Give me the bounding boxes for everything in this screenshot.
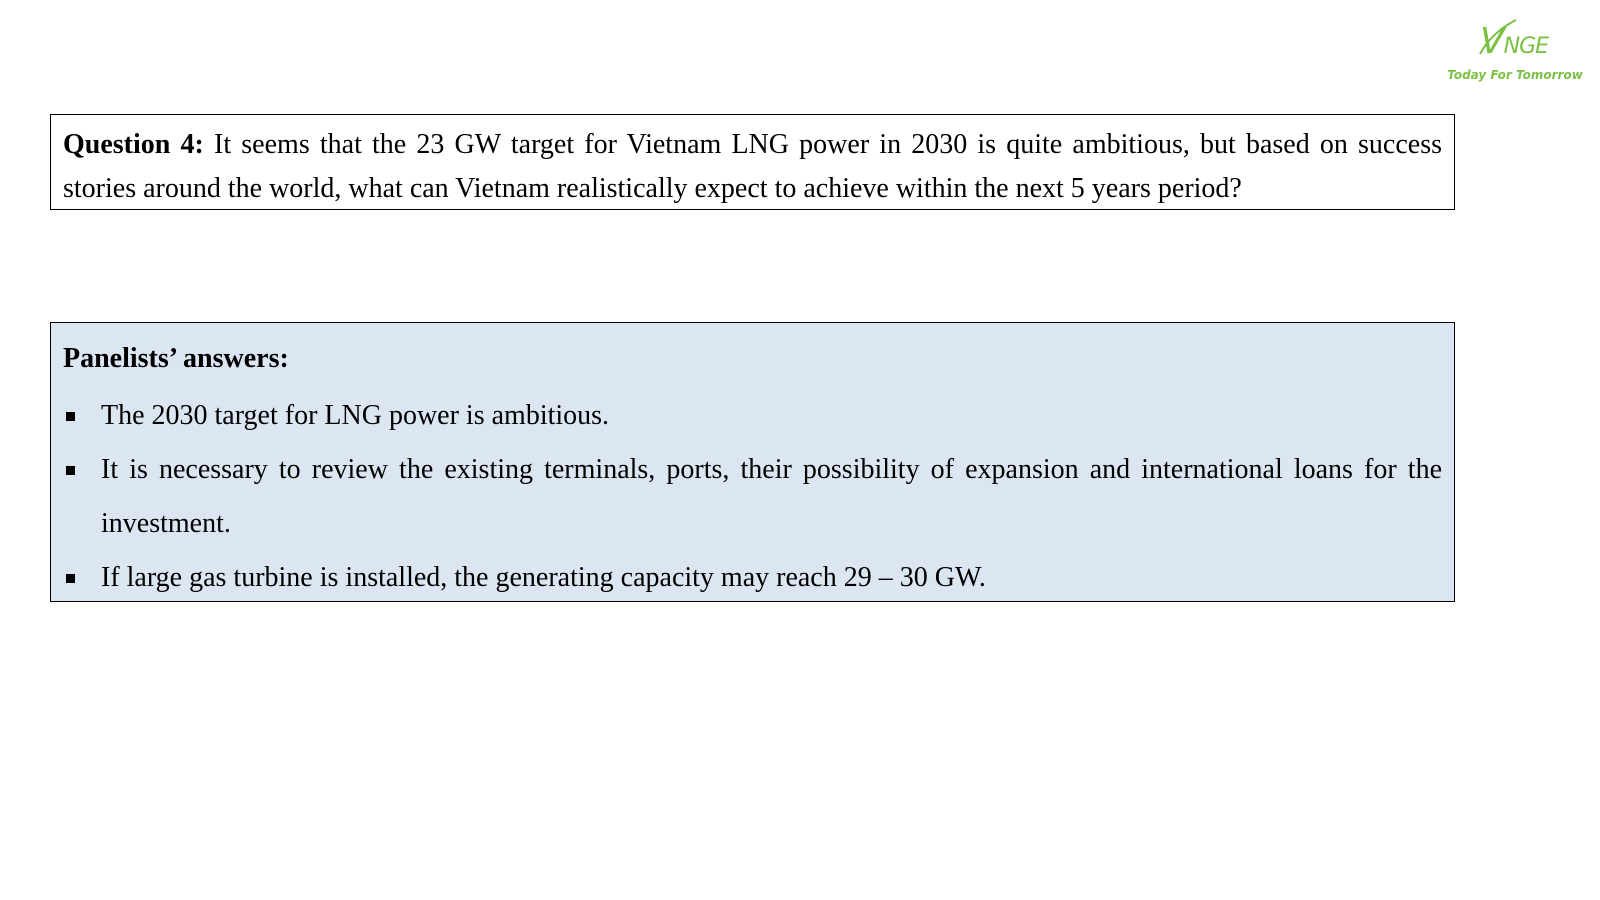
- logo-tagline: Today For Tomorrow: [1447, 68, 1583, 82]
- logo-wordmark: VNGE: [1480, 21, 1549, 62]
- square-bullet-icon: [66, 574, 75, 583]
- answer-text: It is necessary to review the existing terminals, ports, their possibility of expansion and international loans for the investment.: [101, 454, 1442, 539]
- answer-text: If large gas turbine is installed, the generating capacity may reach 29 – 30 GW.: [101, 562, 986, 593]
- vnge-logo: [1440, 18, 1590, 88]
- square-bullet-icon: [66, 412, 75, 421]
- square-bullet-icon: [66, 466, 75, 475]
- answer-item: [63, 551, 1442, 605]
- answer-text: The 2030 target for LNG power is ambitious.: [101, 400, 610, 431]
- answers-box: [50, 322, 1455, 602]
- answers-title: Panelists’ answers:: [63, 343, 289, 374]
- answer-item: [63, 389, 1442, 443]
- answer-item: [63, 443, 1442, 551]
- question-box: [50, 114, 1455, 210]
- answers-list: [63, 389, 1442, 605]
- question-text: It seems that the 23 GW target for Vietnam LNG power in 2030 is quite ambitious, but based on success stories around the world, what can Vietnam realistically expect to achieve within the next 5 years period?: [63, 129, 1442, 204]
- question-label: Question 4:: [63, 129, 204, 160]
